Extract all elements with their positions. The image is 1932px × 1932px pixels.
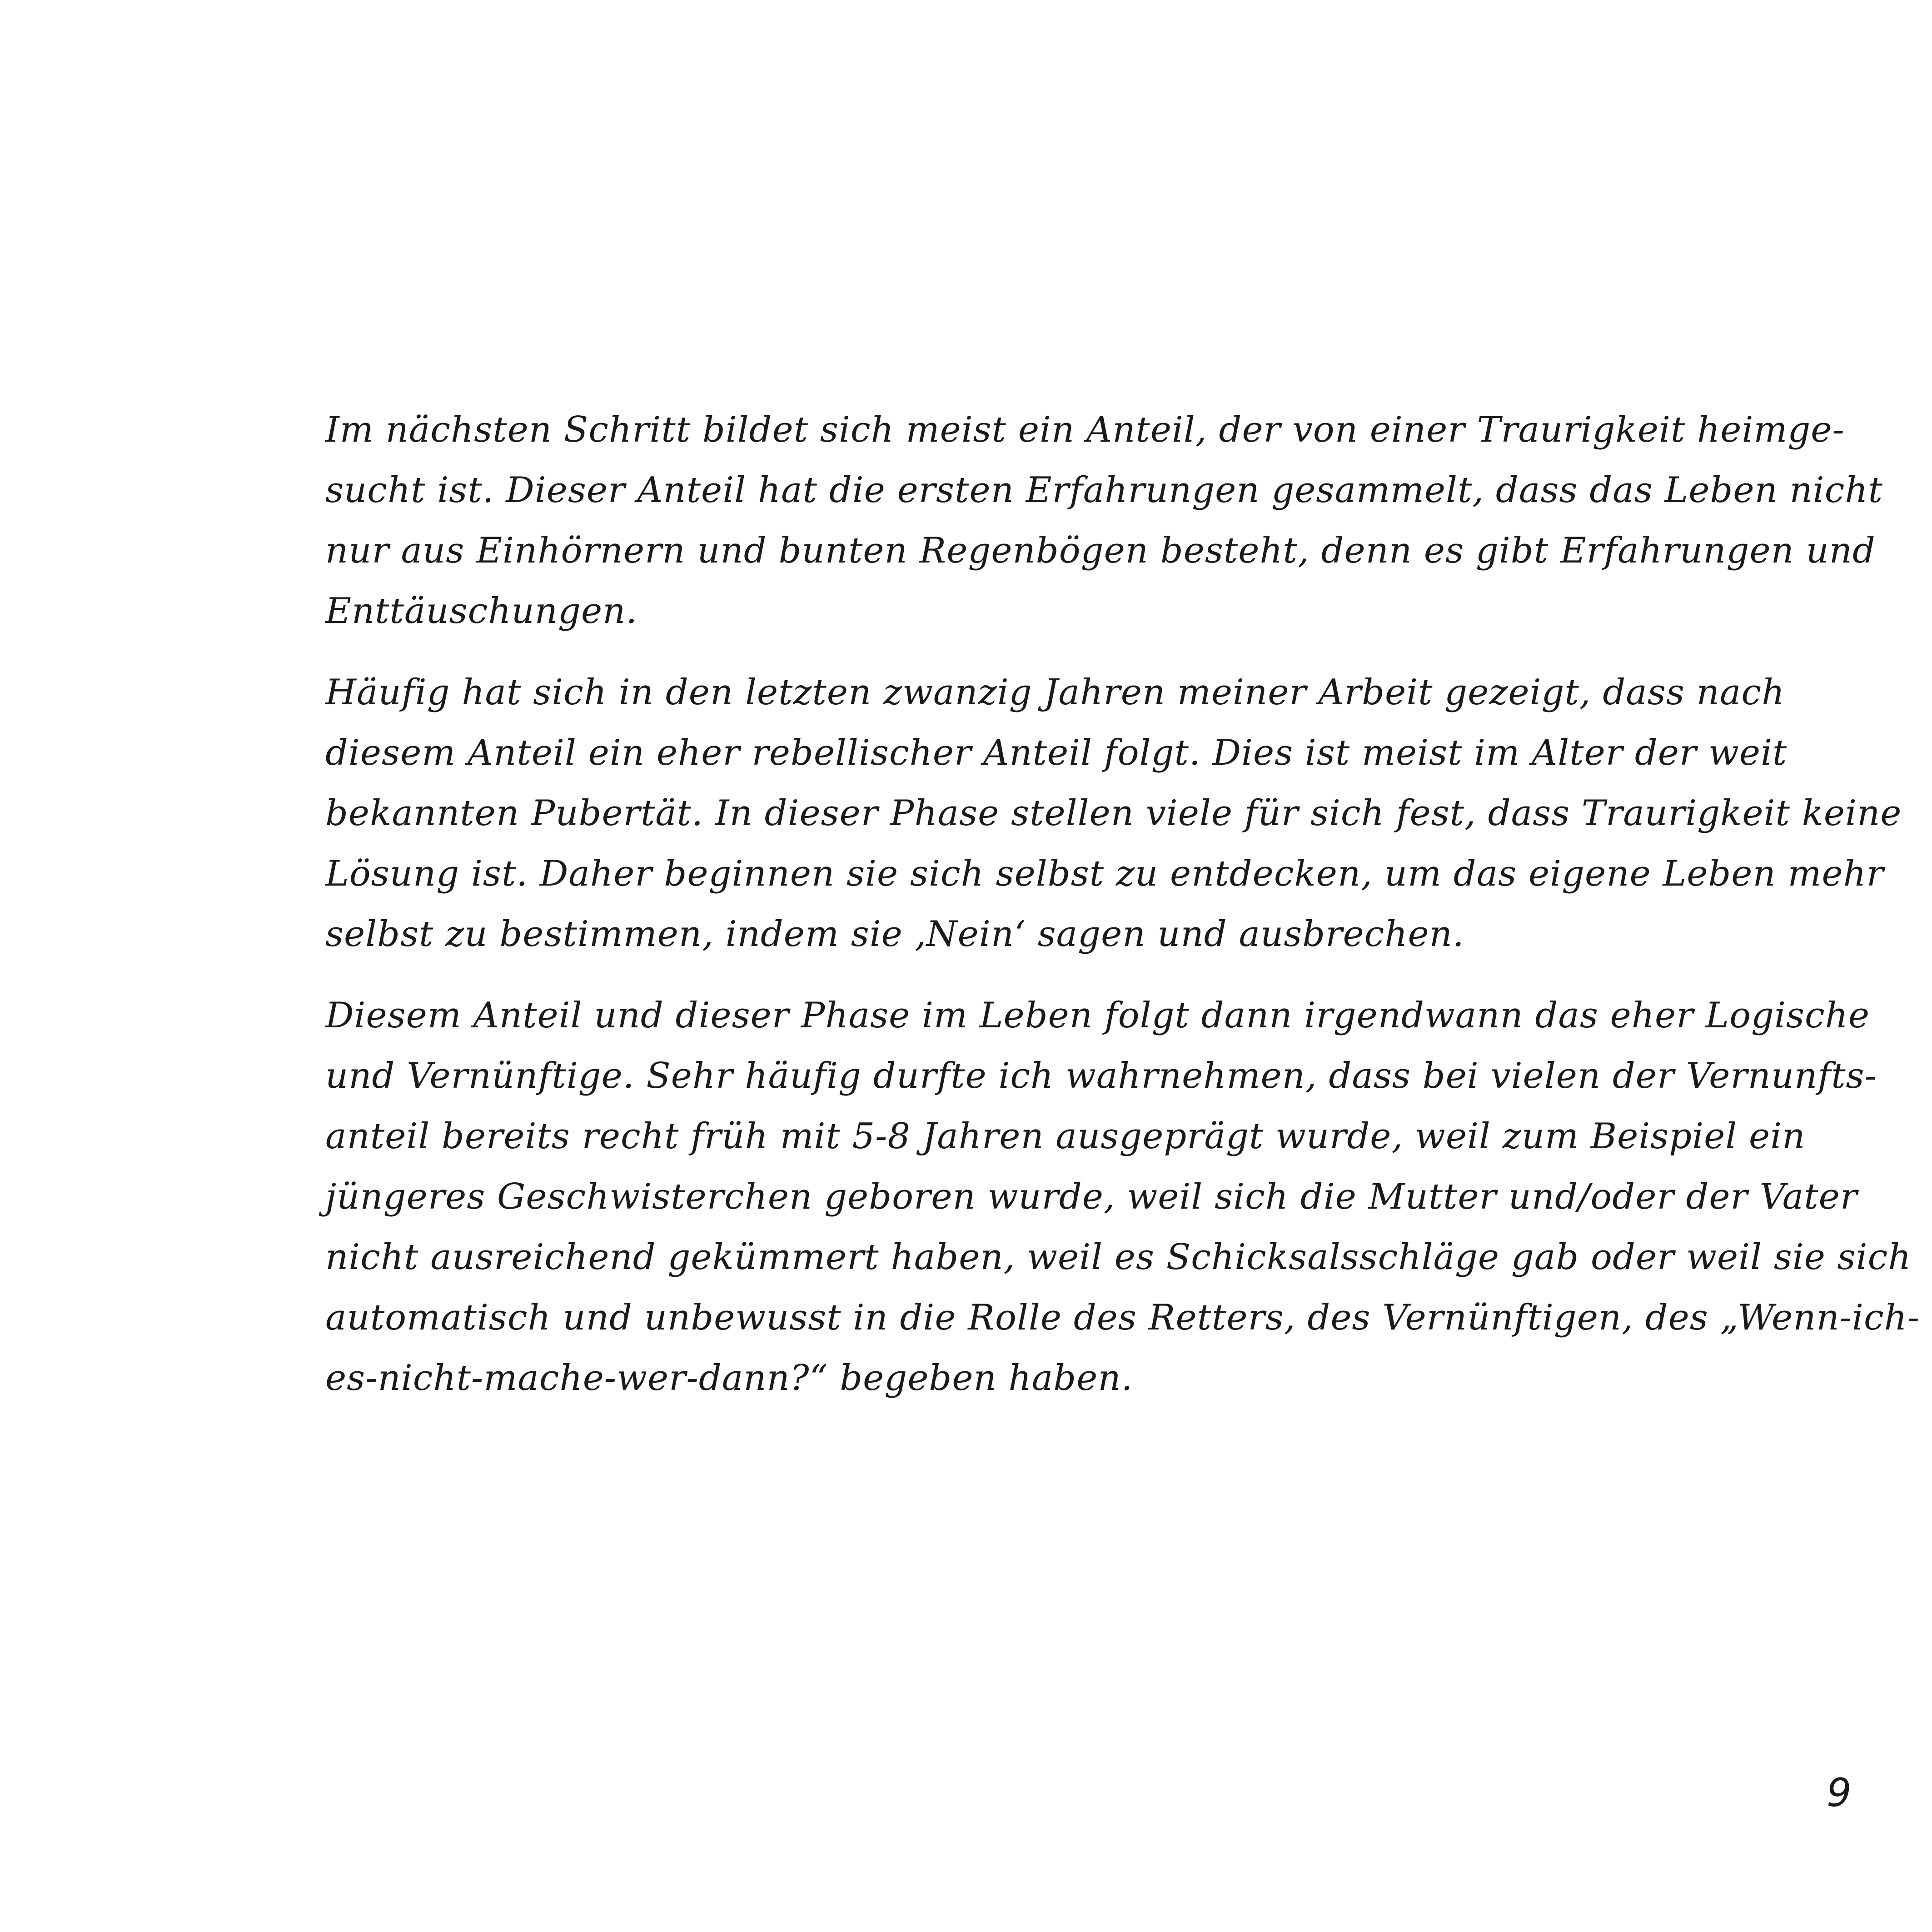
text-line: selbst zu bestimmen, indem sie ‚Nein‘ sagen und ausbrechen.: [325, 914, 1464, 955]
text-line: diesem Anteil ein eher rebellischer Anteil folgt. Dies ist meist im Alter der weit: [325, 732, 1788, 773]
text-line: Enttäuschungen.: [325, 591, 638, 632]
text-line: nur aus Einhörnern und bunten Regenbögen besteht, denn es gibt Erfahrungen und: [325, 530, 1876, 571]
text-line: und Vernünftige. Sehr häufig durfte ich wahrnehmen, dass bei vielen der Vernunfts-: [325, 1056, 1877, 1096]
body-text: [325, 400, 1920, 1409]
text-line: Im nächsten Schritt bildet sich meist ein Anteil, der von einer Traurigkeit heimge-: [325, 409, 1845, 450]
text-line: Lösung ist. Daher beginnen sie sich selbst zu entdecken, um das eigene Leben mehr: [325, 853, 1884, 894]
text-line: jüngeres Geschwisterchen geboren wurde, weil sich die Mutter und/oder der Vater: [325, 1176, 1858, 1217]
paragraph-2: [325, 662, 1902, 965]
text-line: es-nicht-mache-wer-dann?“ begeben haben.: [325, 1358, 1133, 1399]
paragraph-1: [325, 400, 1883, 642]
text-line: anteil bereits recht früh mit 5-8 Jahren ausgeprägt wurde, weil zum Beispiel ein: [325, 1116, 1806, 1157]
paragraph-3: [325, 986, 1920, 1409]
page-number: 9: [1827, 1770, 1852, 1816]
text-line: bekannten Pubertät. In dieser Phase stellen viele für sich fest, dass Traurigkeit keine: [325, 793, 1902, 834]
text-line: Häufig hat sich in den letzten zwanzig Jahren meiner Arbeit gezeigt, dass nach: [325, 672, 1785, 713]
text-line: sucht ist. Dieser Anteil hat die ersten Erfahrungen gesammelt, dass das Leben nicht: [325, 470, 1883, 511]
text-line: automatisch und unbewusst in die Rolle des Retters, des Vernünftigen, des „Wenn-ich-: [325, 1297, 1920, 1338]
text-line: Diesem Anteil und dieser Phase im Leben folgt dann irgendwann das eher Logische: [325, 995, 1870, 1036]
text-line: nicht ausreichend gekümmert haben, weil es Schicksalsschläge gab oder weil sie sich: [325, 1237, 1912, 1278]
